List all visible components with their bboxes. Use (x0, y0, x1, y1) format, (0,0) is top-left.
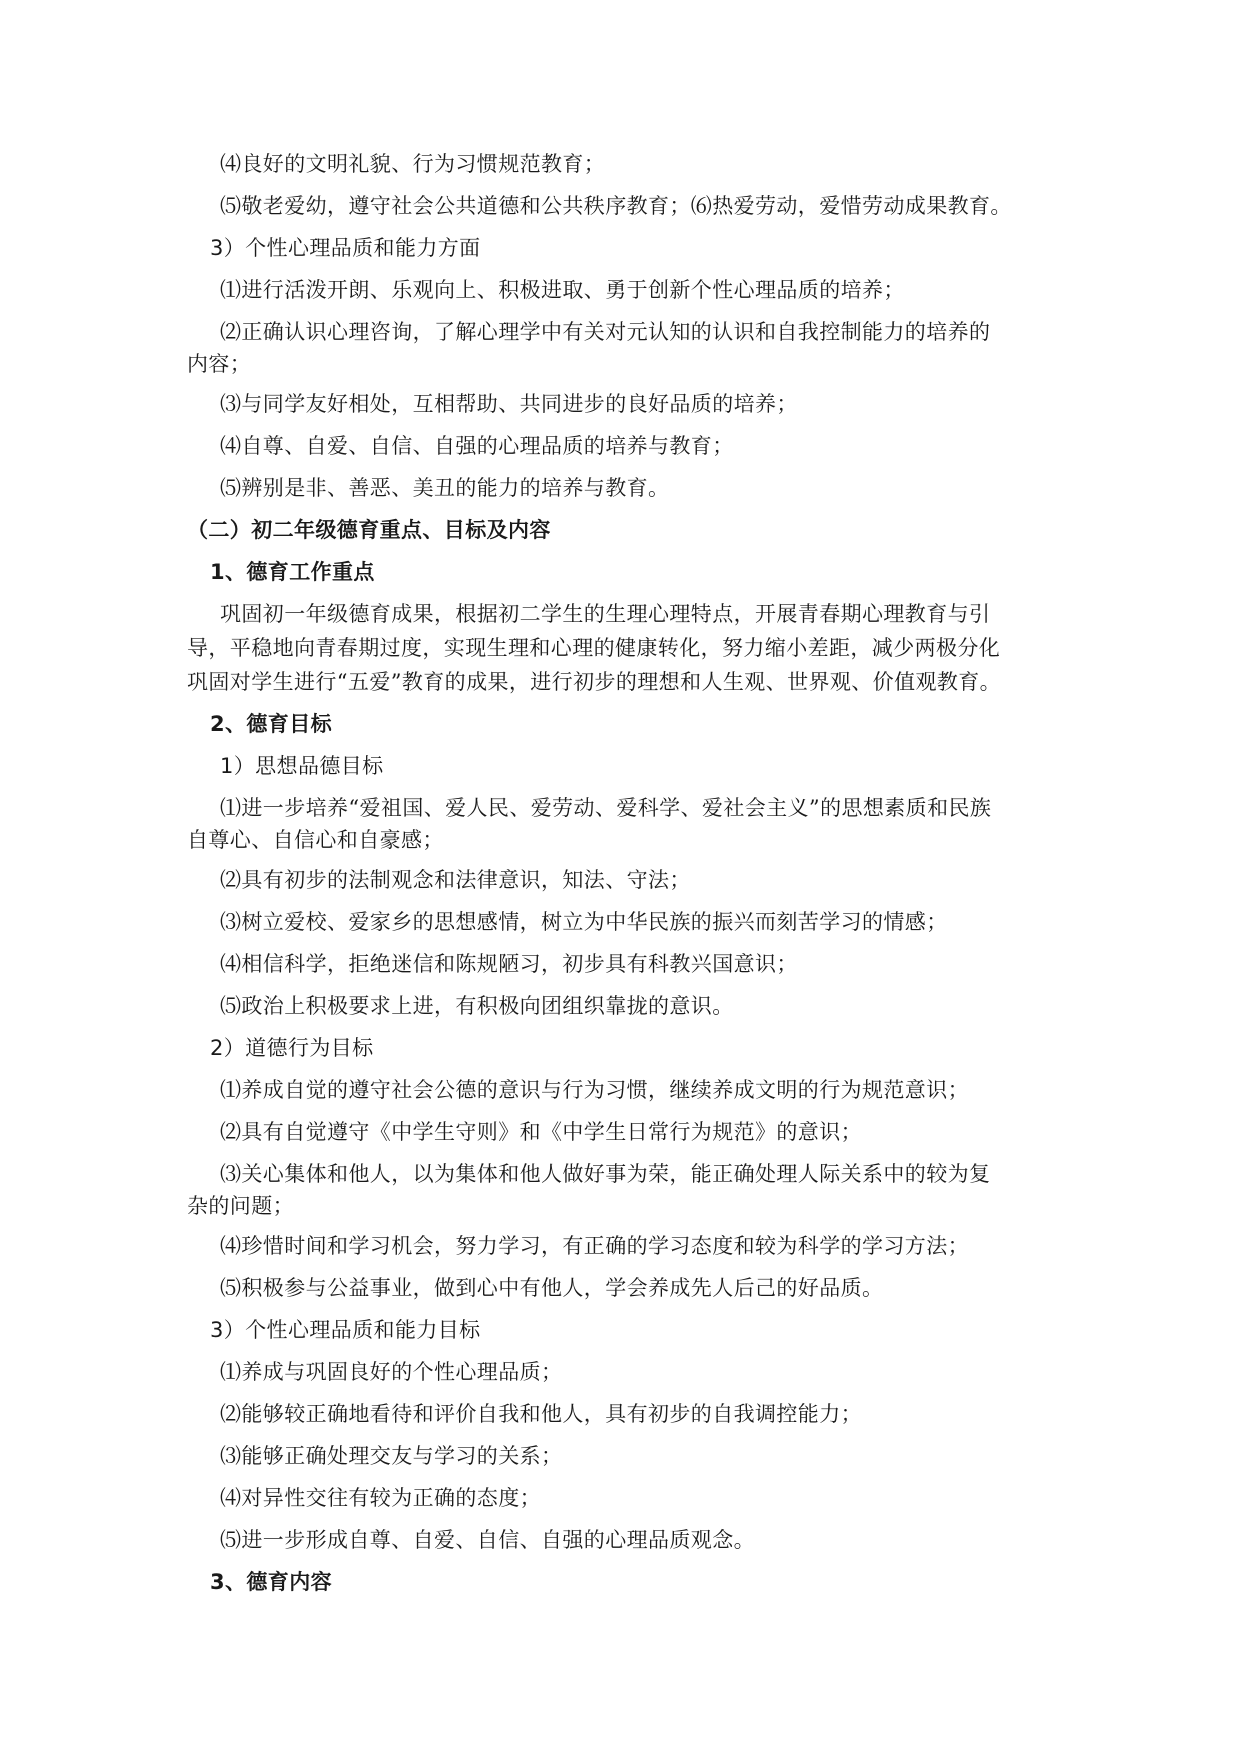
text-line: 自尊心、自信心和自豪感； (187, 828, 444, 852)
subheading-line: 3）个性心理品质和能力目标 (210, 1318, 481, 1342)
subheading-line: 1）思想品德目标 (220, 754, 384, 778)
text-line: ⑴养成自觉的遵守社会公德的意识与行为习惯，继续养成文明的行为规范意识； (220, 1078, 969, 1102)
section-heading: 1、德育工作重点 (210, 560, 375, 584)
text-line: ⑷对异性交往有较为正确的态度； (220, 1486, 541, 1510)
text-line: ⑸敬老爱幼，遵守社会公共道德和公共秩序教育；⑹热爱劳动，爱惜劳动成果教育。 (220, 194, 1012, 218)
text-line: 内容； (187, 352, 252, 376)
section-heading: 3、德育内容 (210, 1570, 333, 1594)
text-line: 巩固对学生进行“五爱”教育的成果，进行初步的理想和人生观、世界观、价值观教育。 (187, 670, 1002, 694)
text-line: ⑸辨别是非、善恶、美丑的能力的培养与教育。 (220, 476, 670, 500)
text-line: ⑶与同学友好相处，互相帮助、共同进步的良好品质的培养； (220, 392, 798, 416)
text-line: ⑵具有初步的法制观念和法律意识，知法、守法； (220, 868, 691, 892)
text-line: ⑶关心集体和他人，以为集体和他人做好事为荣，能正确处理人际关系中的较为复 (220, 1162, 991, 1186)
section-heading: 2、德育目标 (210, 712, 333, 736)
text-line: ⑷自尊、自爱、自信、自强的心理品质的培养与教育； (220, 434, 734, 458)
text-line: ⑵能够较正确地看待和评价自我和他人，具有初步的自我调控能力； (220, 1402, 862, 1426)
text-line: 导，平稳地向青春期过度，实现生理和心理的健康转化，努力缩小差距，减少两极分化 (187, 636, 1001, 660)
text-line: ⑸进一步形成自尊、自爱、自信、自强的心理品质观念。 (220, 1528, 755, 1552)
text-line: ⑵正确认识心理咨询，了解心理学中有关对元认知的认识和自我控制能力的培养的 (220, 320, 991, 344)
text-line: ⑸政治上积极要求上进，有积极向团组织靠拢的意识。 (220, 994, 734, 1018)
text-line: ⑴进行活泼开朗、乐观向上、积极进取、勇于创新个性心理品质的培养； (220, 278, 905, 302)
text-line: 巩固初一年级德育成果，根据初二学生的生理心理特点，开展青春期心理教育与引 (220, 602, 991, 626)
text-line: ⑴进一步培养“爱祖国、爱人民、爱劳动、爱科学、爱社会主义”的思想素质和民族 (220, 796, 992, 820)
text-line: ⑶树立爱校、爱家乡的思想感情，树立为中华民族的振兴而刻苦学习的情感； (220, 910, 948, 934)
text-line: 杂的问题； (187, 1194, 294, 1218)
text-line: ⑷良好的文明礼貌、行为习惯规范教育； (220, 152, 606, 176)
text-line: ⑷相信科学，拒绝迷信和陈规陋习，初步具有科教兴国意识； (220, 952, 798, 976)
text-line: ⑷珍惜时间和学习机会，努力学习，有正确的学习态度和较为科学的学习方法； (220, 1234, 969, 1258)
text-line: ⑶能够正确处理交友与学习的关系； (220, 1444, 563, 1468)
text-line: ⑸积极参与公益事业，做到心中有他人，学会养成先人后己的好品质。 (220, 1276, 884, 1300)
subheading-line: 2）道德行为目标 (210, 1036, 374, 1060)
text-line: ⑵具有自觉遵守《中学生守则》和《中学生日常行为规范》的意识； (220, 1120, 862, 1144)
section-heading: （二）初二年级德育重点、目标及内容 (187, 518, 551, 542)
subheading-line: 3）个性心理品质和能力方面 (210, 236, 481, 260)
text-line: ⑴养成与巩固良好的个性心理品质； (220, 1360, 563, 1384)
